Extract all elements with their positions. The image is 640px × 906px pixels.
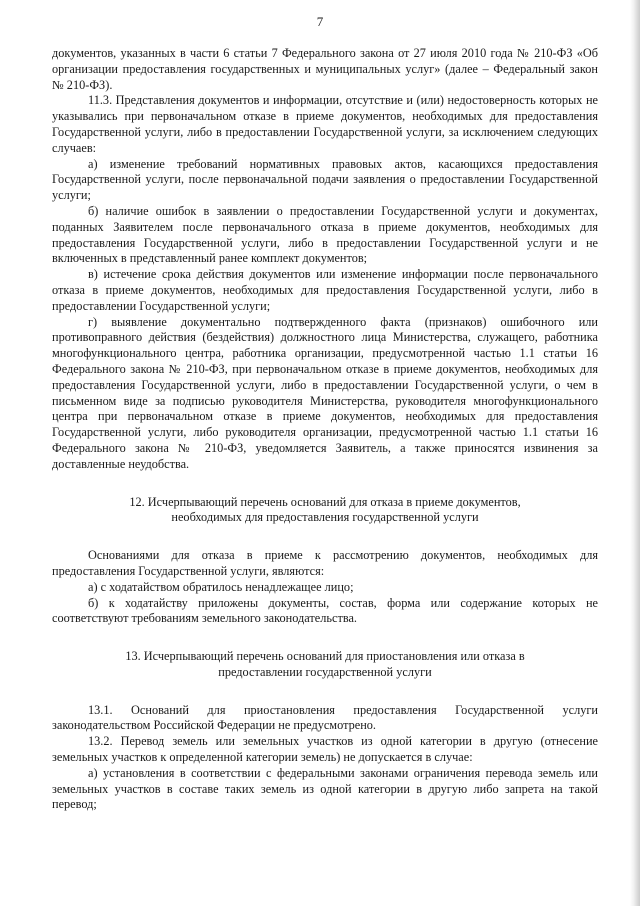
document-body	[52, 46, 598, 813]
list-item-12-a: а) с ходатайством обратилось ненадлежащее лицо;	[88, 579, 354, 594]
list-item-a: а) изменение требований нормативных правовых актов, касающихся предоставления Государственной услуги, после первоначальной подачи заявления о предоставлении Государственной услуги;	[52, 156, 598, 203]
list-item-g: г) выявление документально подтвержденного факта (признаков) ошибочного или противоправного действия (бездействия) должностного лица Министерства, служащего, работника многофункционального центра, работника организации, предусмотренной частью 1.1 статьи 16 Федерального закона № 210-ФЗ, при первоначальном отказе в приеме документов, необходимых для предоставления Государственной услуги, либо в предоставлении Государственной услуги, о чем в письменном виде за подписью руководителя Министерства, руководителя многофункционального центра при первоначальном отказе в приеме документов, необходимых для предоставления Государственной услуги, либо руководителя организации, предусмотренной частью 1.1 статьи 16 Федерального закона № 210-ФЗ, уведомляется Заявитель, а также приносятся извинения за доставленные неудобства.	[52, 314, 598, 471]
paragraph-13-2: 13.2. Перевод земель или земельных участков из одной категории в другую (отнесение земельных участков к определенной категории земель) не допускается в случае:	[52, 734, 598, 765]
page-number: 7	[316, 14, 324, 29]
list-item-13-a: а) установления в соответствии с федеральными законами ограничения перевода земель или земельных участков в составе таких земель из одной категории в другую либо запрета на такой перевод;	[52, 765, 598, 812]
list-item-v: в) истечение срока действия документов или изменение информации после первоначального отказа в приеме документов, необходимых для предоставления Государственной услуги, либо в предоставлении Государственной услуги;	[52, 267, 598, 313]
paragraph-12-intro: Основаниями для отказа в приеме к рассмотрению документов, необходимых для предоставления Государственной услуги, являются:	[52, 548, 598, 578]
section-heading-13	[52, 649, 598, 681]
list-item-12-b: б) к ходатайству приложены документы, состав, форма или содержание которых не соответствуют требованиям земельного законодательства.	[52, 595, 598, 626]
paragraph-11-3: 11.3. Представления документов и информации, отсутствие и (или) недостоверность которых не указывались при первоначальном отказе в приеме документов, необходимых для предоставления Государственной услуги, либо в предоставлении Государственной услуги, за исключением следующих случаев:	[52, 93, 598, 155]
section-heading-12	[52, 495, 598, 527]
section-heading-12-line-1: 12. Исчерпывающий перечень оснований для отказа в приеме документов,	[129, 494, 521, 509]
section-heading-13-line-2: предоставлении государственной услуги	[218, 664, 432, 679]
scan-edge-shadow	[630, 0, 640, 906]
section-heading-12-line-2: необходимых для предоставления государственной услуги	[171, 510, 479, 525]
paragraph-13-1: 13.1. Оснований для приостановления предоставления Государственной услуги законодательством Российской Федерации не предусмотрено.	[52, 702, 598, 733]
section-heading-13-line-1: 13. Исчерпывающий перечень оснований для приостановления или отказа в	[125, 649, 525, 664]
paragraph-continuation: документов, указанных в части 6 статьи 7 Федерального закона от 27 июля 2010 года № 210-ФЗ «Об организации предоставления государственных и муниципальных услуг» (далее – Федеральный закон № 210-ФЗ).	[52, 46, 598, 92]
list-item-b: б) наличие ошибок в заявлении о предоставлении Государственной услуги и документах, поданных Заявителем после первоначального отказа в приеме документов, необходимых для предоставления Государственной услуги, либо в предоставлении Государственной услуги и не включенных в представленный ранее комплект документов;	[52, 203, 598, 266]
